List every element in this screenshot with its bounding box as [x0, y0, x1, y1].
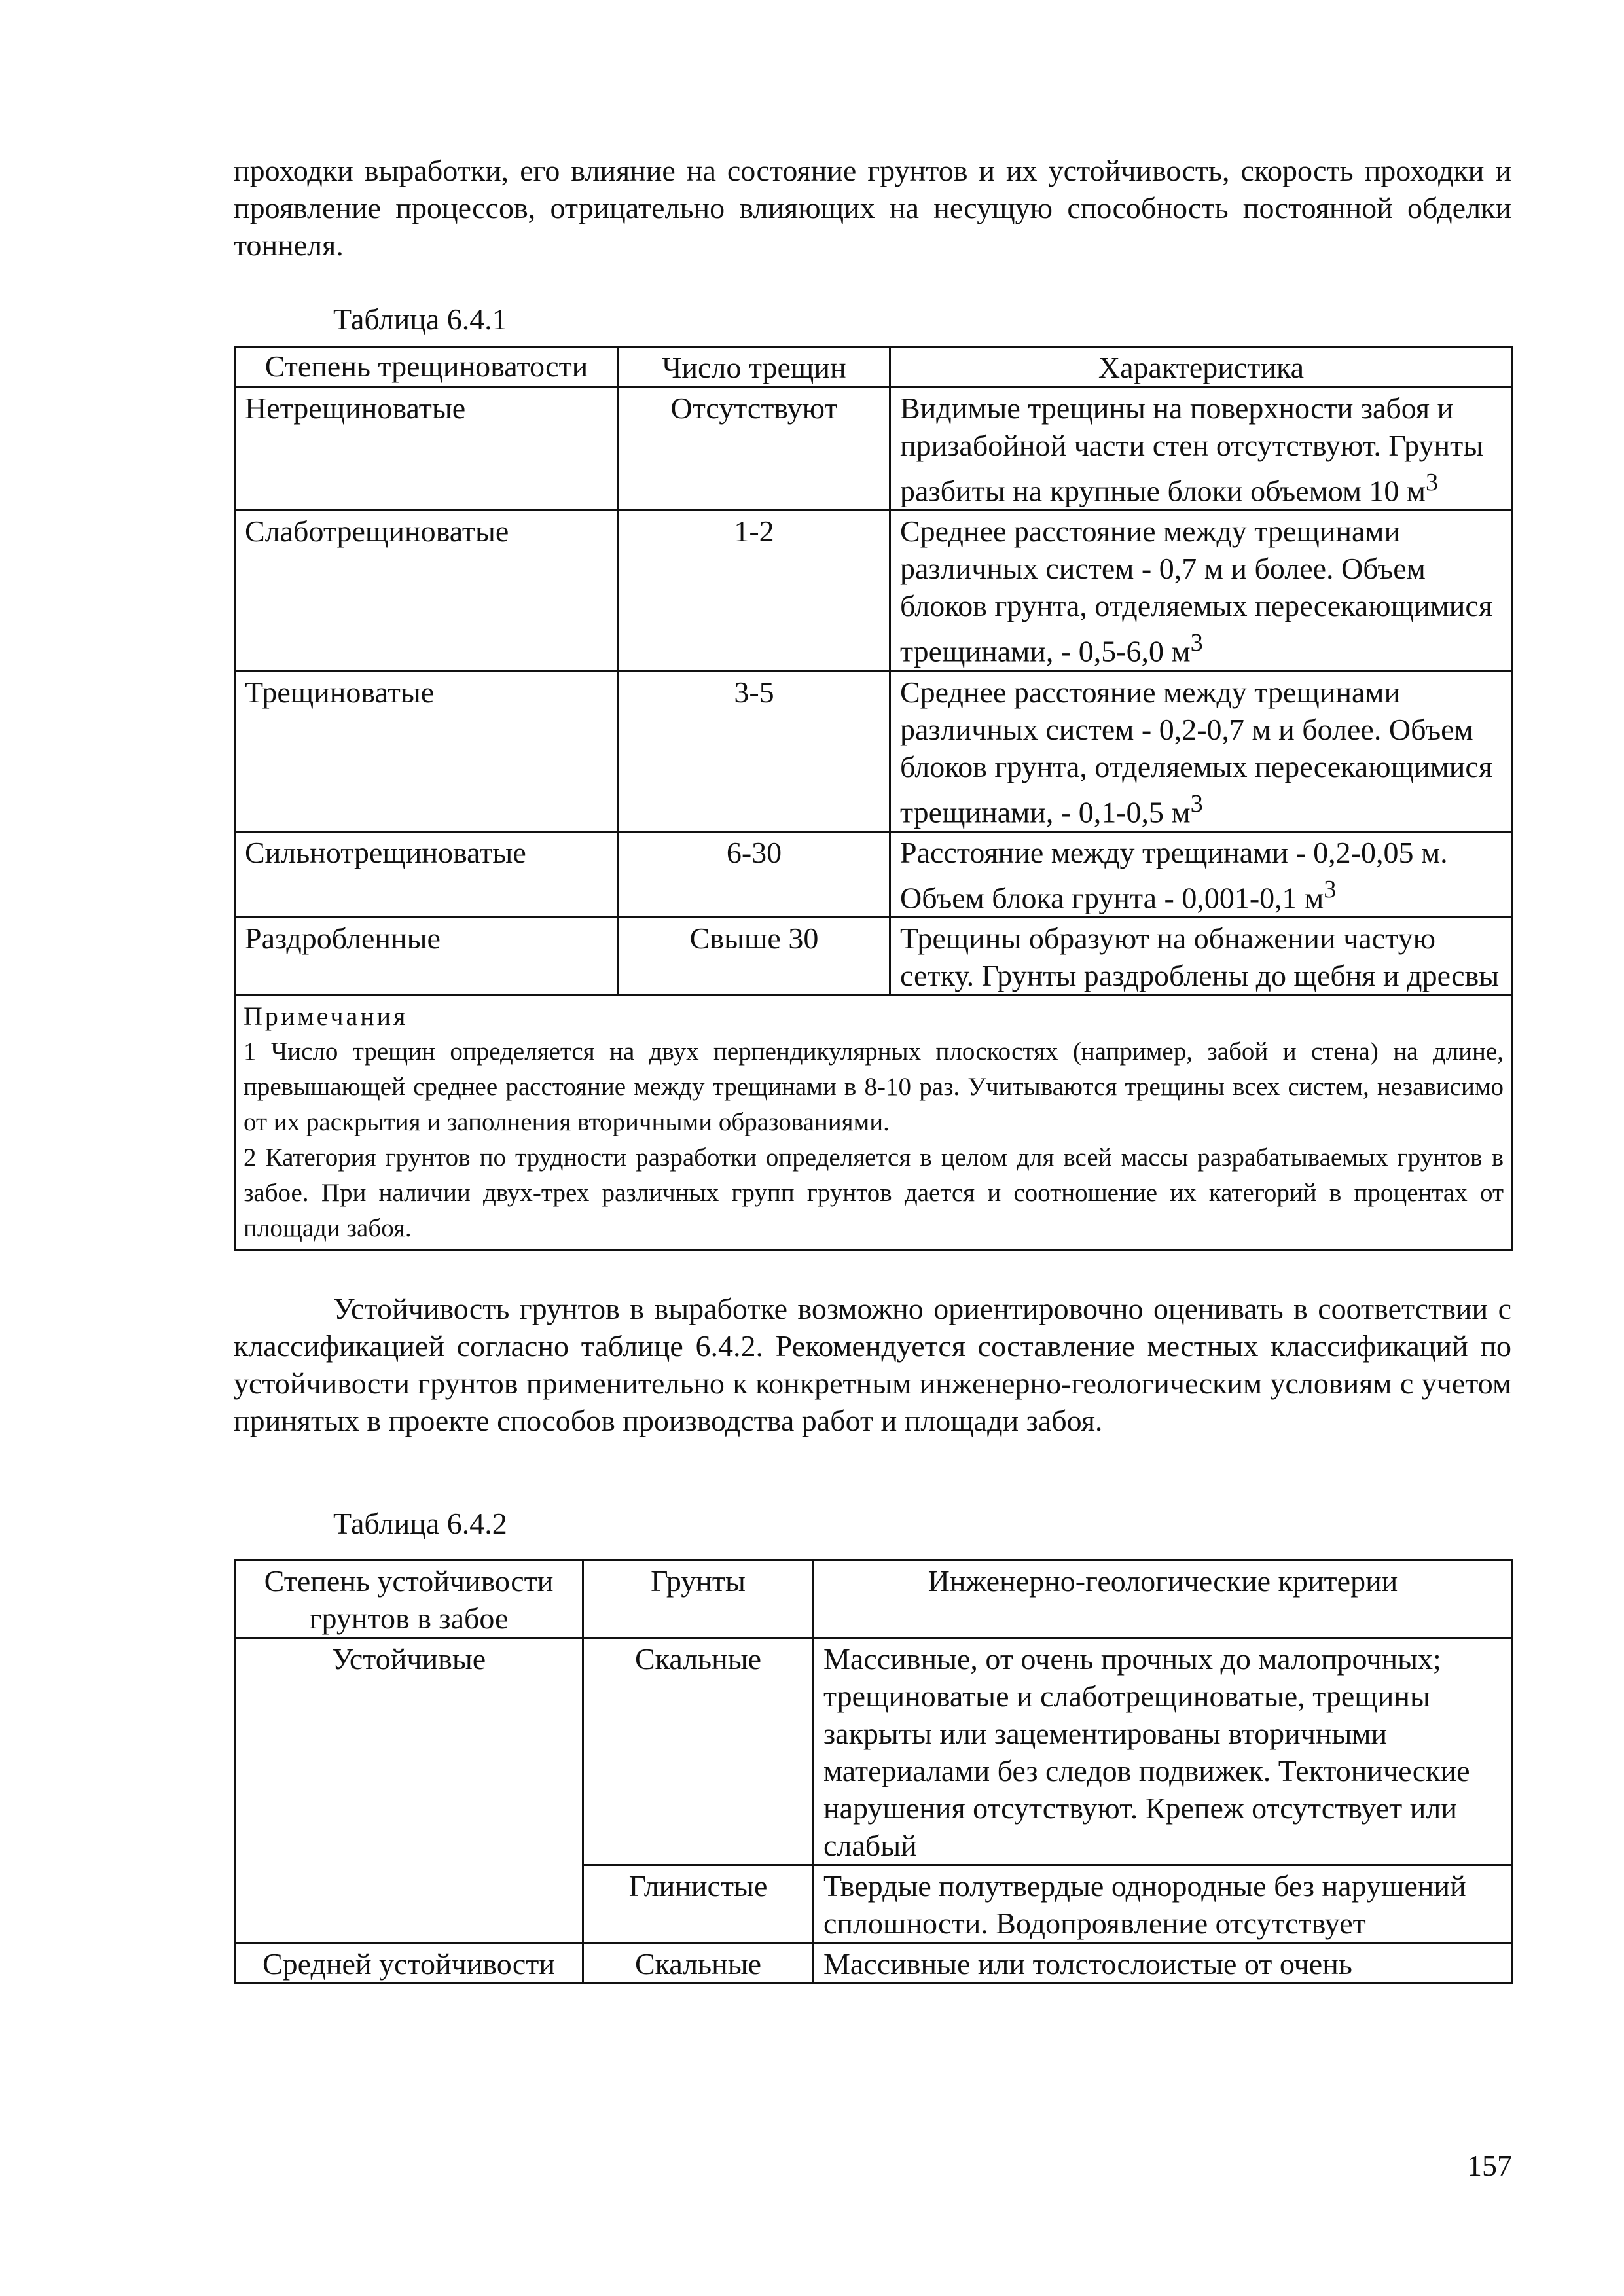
description-text: Среднее расстояние между трещинами различных систем - 0,7 м и более. Объем блоков грунта, отделяемых пересекающимися трещинами, - 0,5-6,0 м — [900, 514, 1492, 668]
table1-degree-cell: Слаботрещиноватые — [235, 511, 619, 671]
page-number: 157 — [1467, 2149, 1512, 2182]
table2-header-stability: Степень устойчивости грунтов в забое — [235, 1560, 583, 1638]
table1-description-cell — [890, 671, 1513, 831]
table1-notes-row — [235, 996, 1513, 1250]
notes-title: Примечания — [244, 1001, 408, 1031]
table2-criteria-cell: Массивные или толстослоистые от очень — [814, 1943, 1513, 1984]
table1-degree-cell: Трещиноватые — [235, 671, 619, 831]
table1-header-row — [235, 347, 1513, 387]
table-row — [235, 671, 1513, 831]
table1-header-degree: Степень трещиноватости — [235, 347, 619, 387]
table2-soil-cell: Скальные — [583, 1638, 814, 1865]
table2-soil-cell: Скальные — [583, 1943, 814, 1984]
table1-count-cell: 6-30 — [619, 831, 890, 917]
table1-notes — [235, 996, 1513, 1250]
table2-criteria-cell: Массивные, от очень прочных до малопрочных; трещиноватые и слаботрещиноватые, трещины закрыты или зацементированы вторичными материалами без следов подвижек. Тектонические нарушения отсутствуют. Крепеж отсутствует или слабый — [814, 1638, 1513, 1865]
table-row — [235, 387, 1513, 511]
table-stability — [234, 1559, 1513, 1984]
table1-description-cell — [890, 511, 1513, 671]
table1-count-cell: Отсутствуют — [619, 387, 890, 511]
table1-description-cell — [890, 387, 1513, 511]
table-row — [235, 918, 1513, 996]
table-row — [235, 1638, 1513, 1865]
description-text: Видимые трещины на поверхности забоя и призабойной части стен отсутствуют. Грунты разбиты на крупные блоки объемом 10 м — [900, 391, 1484, 508]
table2-stability-cell: Устойчивые — [235, 1638, 583, 1943]
note-1: 1 Число трещин определяется на двух перпендикулярных плоскостях (например, забой и стена) на длине, превышающей среднее расстояние между трещинами в 8-10 раз. Учитываются трещины всех систем, независимо от их раскрытия и заполнения вторичными образованиями. — [244, 1037, 1504, 1137]
table2-header-row — [235, 1560, 1513, 1638]
table2-header-criteria: Инженерно-геологические критерии — [814, 1560, 1513, 1638]
superscript-3: 3 — [1190, 789, 1203, 817]
middle-paragraph: Устойчивость грунтов в выработке возможно ориентировочно оценивать в соответствии с классификацией согласно таблице 6.4.2. Рекомендуется составление местных классификаций по устойчивости грунтов применительно к конкретным инженерно-геологическим условиям с учетом принятых в проекте способов производства работ и площади забоя. — [234, 1292, 1511, 1438]
intro-paragraph: проходки выработки, его влияние на состояние грунтов и их устойчивость, скорость проходки и проявление процессов, отрицательно влияющих на несущую способность постоянной обделки тоннеля. — [234, 154, 1511, 262]
page-content — [234, 152, 1511, 1984]
description-text: Среднее расстояние между трещинами различных систем - 0,2-0,7 м и более. Объем блоков грунта, отделяемых пересекающимися трещинами, - 0,1-0,5 м — [900, 675, 1492, 829]
table1-count-cell: Свыше 30 — [619, 918, 890, 996]
table1-count-cell: 1-2 — [619, 511, 890, 671]
table1-description-cell — [890, 918, 1513, 996]
table-fracturing — [234, 346, 1513, 1251]
table1-count-cell: 3-5 — [619, 671, 890, 831]
table1-degree-cell: Сильнотрещиноватые — [235, 831, 619, 917]
table2-caption: Таблица 6.4.2 — [333, 1507, 507, 1541]
table1-header-count: Число трещин — [619, 347, 890, 387]
table2-soil-cell: Глинистые — [583, 1865, 814, 1943]
table-row — [235, 511, 1513, 671]
table1-description-cell — [890, 831, 1513, 917]
table-row — [235, 1943, 1513, 1984]
table2-criteria-cell: Твердые полутвердые однородные без нарушений сплошности. Водопроявление отсутствует — [814, 1865, 1513, 1943]
note-2: 2 Категория грунтов по трудности разработки определяется в целом для всей массы разрабатываемых грунтов в забое. При наличии двух-трех различных групп грунтов дается и соотношение их категорий в процентах от площади забоя. — [244, 1143, 1504, 1243]
table2-stability-cell: Средней устойчивости — [235, 1943, 583, 1984]
table1-degree-cell: Нетрещиноватые — [235, 387, 619, 511]
superscript-3: 3 — [1324, 875, 1337, 903]
superscript-3: 3 — [1426, 469, 1439, 496]
table-row — [235, 831, 1513, 917]
description-text: Расстояние между трещинами - 0,2-0,05 м. Объем блока грунта - 0,001-0,1 м — [900, 835, 1448, 915]
table1-caption: Таблица 6.4.1 — [333, 302, 507, 336]
table1-degree-cell: Раздробленные — [235, 918, 619, 996]
description-text: Трещины образуют на обнажении частую сетку. Грунты раздроблены до щебня и дресвы — [900, 922, 1500, 993]
table1-header-description: Характеристика — [890, 347, 1513, 387]
table2-header-soil: Грунты — [583, 1560, 814, 1638]
superscript-3: 3 — [1190, 629, 1203, 657]
